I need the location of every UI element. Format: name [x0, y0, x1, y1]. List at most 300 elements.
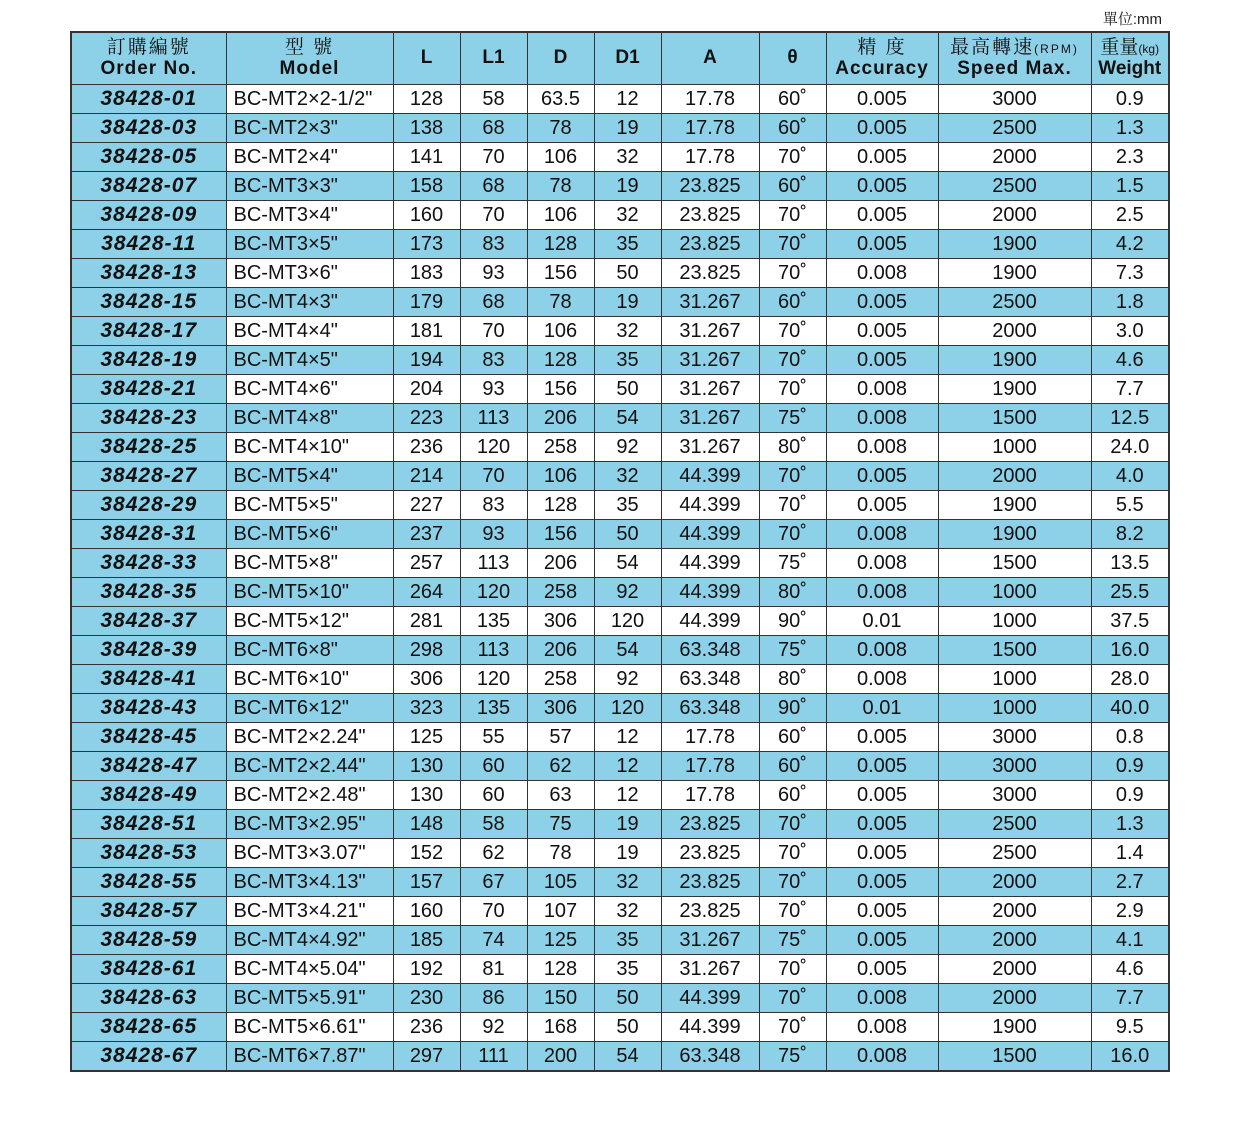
cell-A: 31.267	[661, 926, 759, 955]
cell-L: 130	[393, 781, 460, 810]
cell-D: 168	[527, 1013, 594, 1042]
cell-weight: 2.9	[1091, 897, 1169, 926]
cell-A: 31.267	[661, 955, 759, 984]
cell-A: 31.267	[661, 404, 759, 433]
cell-accuracy: 0.005	[826, 462, 938, 491]
cell-D1: 32	[594, 143, 661, 172]
cell-D: 106	[527, 462, 594, 491]
cell-speed: 1900	[938, 230, 1091, 259]
cell-D1: 32	[594, 868, 661, 897]
cell-D1: 35	[594, 346, 661, 375]
cell-theta: 75˚	[759, 549, 826, 578]
cell-theta: 80˚	[759, 578, 826, 607]
table-row	[71, 375, 1169, 404]
cell-weight: 5.5	[1091, 491, 1169, 520]
table-row	[71, 114, 1169, 143]
cell-order-no: 38428-21	[71, 375, 226, 404]
cell-accuracy: 0.008	[826, 375, 938, 404]
cell-weight: 7.3	[1091, 259, 1169, 288]
cell-D1: 32	[594, 462, 661, 491]
cell-speed: 2500	[938, 288, 1091, 317]
cell-A: 63.348	[661, 1042, 759, 1072]
cell-A: 17.78	[661, 114, 759, 143]
cell-L: 223	[393, 404, 460, 433]
cell-A: 31.267	[661, 433, 759, 462]
cell-theta: 70˚	[759, 1013, 826, 1042]
table-row	[71, 433, 1169, 462]
cell-weight: 2.3	[1091, 143, 1169, 172]
cell-D: 106	[527, 143, 594, 172]
cell-accuracy: 0.005	[826, 781, 938, 810]
cell-order-no: 38428-29	[71, 491, 226, 520]
table-row	[71, 984, 1169, 1013]
cell-speed: 1900	[938, 375, 1091, 404]
cell-L: 152	[393, 839, 460, 868]
cell-A: 31.267	[661, 375, 759, 404]
cell-speed: 2500	[938, 839, 1091, 868]
cell-D1: 54	[594, 404, 661, 433]
cell-D: 306	[527, 607, 594, 636]
cell-D: 156	[527, 259, 594, 288]
cell-L: 138	[393, 114, 460, 143]
cell-D: 78	[527, 288, 594, 317]
cell-D1: 35	[594, 955, 661, 984]
cell-speed: 2000	[938, 926, 1091, 955]
cell-A: 23.825	[661, 259, 759, 288]
cell-speed: 3000	[938, 752, 1091, 781]
cell-D1: 32	[594, 317, 661, 346]
cell-L1: 81	[460, 955, 527, 984]
cell-D: 258	[527, 665, 594, 694]
cell-D: 200	[527, 1042, 594, 1072]
cell-A: 23.825	[661, 230, 759, 259]
cell-speed: 2500	[938, 810, 1091, 839]
header-theta: θ	[759, 32, 826, 85]
cell-D1: 19	[594, 114, 661, 143]
cell-theta: 70˚	[759, 868, 826, 897]
cell-weight: 1.3	[1091, 810, 1169, 839]
cell-L1: 135	[460, 694, 527, 723]
cell-order-no: 38428-03	[71, 114, 226, 143]
cell-model: BC-MT5×5"	[226, 491, 393, 520]
cell-model: BC-MT3×3.07"	[226, 839, 393, 868]
cell-model: BC-MT4×10"	[226, 433, 393, 462]
cell-accuracy: 0.008	[826, 549, 938, 578]
header-speed-en: Speed Max.	[957, 57, 1072, 79]
cell-L1: 113	[460, 404, 527, 433]
cell-D: 63	[527, 781, 594, 810]
cell-L1: 68	[460, 288, 527, 317]
cell-order-no: 38428-17	[71, 317, 226, 346]
cell-model: BC-MT4×6"	[226, 375, 393, 404]
cell-model: BC-MT4×8"	[226, 404, 393, 433]
cell-theta: 70˚	[759, 491, 826, 520]
cell-L1: 113	[460, 549, 527, 578]
cell-speed: 1900	[938, 520, 1091, 549]
cell-model: BC-MT3×3"	[226, 172, 393, 201]
cell-L1: 68	[460, 114, 527, 143]
cell-weight: 8.2	[1091, 520, 1169, 549]
table-row	[71, 317, 1169, 346]
cell-D1: 54	[594, 636, 661, 665]
cell-L: 148	[393, 810, 460, 839]
cell-A: 44.399	[661, 578, 759, 607]
cell-D1: 19	[594, 839, 661, 868]
cell-model: BC-MT3×4.13"	[226, 868, 393, 897]
cell-accuracy: 0.005	[826, 317, 938, 346]
cell-D: 78	[527, 114, 594, 143]
cell-theta: 70˚	[759, 317, 826, 346]
cell-model: BC-MT5×8"	[226, 549, 393, 578]
cell-speed: 1500	[938, 549, 1091, 578]
cell-D: 128	[527, 955, 594, 984]
cell-L1: 83	[460, 230, 527, 259]
cell-weight: 4.6	[1091, 955, 1169, 984]
cell-theta: 70˚	[759, 955, 826, 984]
cell-speed: 2000	[938, 955, 1091, 984]
cell-D: 78	[527, 839, 594, 868]
table-row	[71, 1013, 1169, 1042]
cell-L: 297	[393, 1042, 460, 1072]
cell-D: 75	[527, 810, 594, 839]
cell-accuracy: 0.005	[826, 172, 938, 201]
cell-L: 323	[393, 694, 460, 723]
cell-D1: 35	[594, 926, 661, 955]
cell-weight: 12.5	[1091, 404, 1169, 433]
cell-D1: 19	[594, 810, 661, 839]
table-row	[71, 955, 1169, 984]
table-row	[71, 694, 1169, 723]
cell-A: 23.825	[661, 839, 759, 868]
cell-D1: 19	[594, 288, 661, 317]
cell-L1: 60	[460, 781, 527, 810]
cell-speed: 2000	[938, 462, 1091, 491]
cell-order-no: 38428-23	[71, 404, 226, 433]
cell-D1: 120	[594, 607, 661, 636]
cell-order-no: 38428-07	[71, 172, 226, 201]
cell-D1: 50	[594, 984, 661, 1013]
unit-label: 單位:mm	[1102, 11, 1162, 28]
cell-model: BC-MT3×4"	[226, 201, 393, 230]
cell-accuracy: 0.005	[826, 752, 938, 781]
header-weight-zh	[1092, 38, 1169, 59]
cell-model: BC-MT5×6.61"	[226, 1013, 393, 1042]
table-row	[71, 404, 1169, 433]
table-row	[71, 578, 1169, 607]
table-row	[71, 143, 1169, 172]
cell-L1: 120	[460, 578, 527, 607]
cell-L: 237	[393, 520, 460, 549]
cell-D1: 35	[594, 491, 661, 520]
cell-order-no: 38428-13	[71, 259, 226, 288]
cell-A: 31.267	[661, 288, 759, 317]
cell-model: BC-MT5×6"	[226, 520, 393, 549]
cell-A: 63.348	[661, 694, 759, 723]
cell-theta: 60˚	[759, 781, 826, 810]
cell-L: 181	[393, 317, 460, 346]
cell-D: 105	[527, 868, 594, 897]
cell-D1: 35	[594, 230, 661, 259]
cell-L: 160	[393, 201, 460, 230]
cell-model: BC-MT3×6"	[226, 259, 393, 288]
weight-unit: (kg)	[1138, 41, 1160, 56]
cell-order-no: 38428-53	[71, 839, 226, 868]
cell-order-no: 38428-35	[71, 578, 226, 607]
cell-accuracy: 0.005	[826, 201, 938, 230]
cell-model: BC-MT6×7.87"	[226, 1042, 393, 1072]
cell-accuracy: 0.01	[826, 607, 938, 636]
table-row	[71, 926, 1169, 955]
header-order-zh: 訂購編號	[106, 36, 191, 58]
cell-L: 204	[393, 375, 460, 404]
cell-theta: 80˚	[759, 433, 826, 462]
table-row	[71, 781, 1169, 810]
cell-model: BC-MT2×2-1/2"	[226, 85, 393, 114]
cell-D1: 92	[594, 433, 661, 462]
cell-L1: 70	[460, 201, 527, 230]
cell-D: 106	[527, 201, 594, 230]
cell-model: BC-MT4×3"	[226, 288, 393, 317]
speed-unit: (RPM)	[1034, 41, 1079, 56]
cell-L: 298	[393, 636, 460, 665]
cell-speed: 1000	[938, 665, 1091, 694]
cell-A: 23.825	[661, 201, 759, 230]
cell-order-no: 38428-25	[71, 433, 226, 462]
cell-model: BC-MT3×2.95"	[226, 810, 393, 839]
cell-theta: 60˚	[759, 85, 826, 114]
cell-accuracy: 0.008	[826, 433, 938, 462]
cell-speed: 1500	[938, 636, 1091, 665]
cell-theta: 60˚	[759, 114, 826, 143]
cell-D1: 120	[594, 694, 661, 723]
cell-L1: 62	[460, 839, 527, 868]
header-accuracy	[826, 32, 938, 85]
table-row	[71, 723, 1169, 752]
cell-L1: 68	[460, 172, 527, 201]
cell-accuracy: 0.005	[826, 868, 938, 897]
cell-L: 306	[393, 665, 460, 694]
cell-model: BC-MT5×10"	[226, 578, 393, 607]
cell-L1: 120	[460, 433, 527, 462]
cell-D: 150	[527, 984, 594, 1013]
cell-model: BC-MT5×5.91"	[226, 984, 393, 1013]
cell-A: 31.267	[661, 346, 759, 375]
cell-accuracy: 0.005	[826, 955, 938, 984]
header-model	[226, 32, 393, 85]
cell-L: 128	[393, 85, 460, 114]
cell-theta: 60˚	[759, 723, 826, 752]
cell-L1: 135	[460, 607, 527, 636]
table-row	[71, 549, 1169, 578]
cell-D: 62	[527, 752, 594, 781]
cell-weight: 1.3	[1091, 114, 1169, 143]
cell-model: BC-MT2×2.24"	[226, 723, 393, 752]
header-row	[71, 32, 1169, 85]
cell-A: 44.399	[661, 491, 759, 520]
cell-weight: 0.9	[1091, 752, 1169, 781]
cell-weight: 24.0	[1091, 433, 1169, 462]
cell-model: BC-MT3×4.21"	[226, 897, 393, 926]
weight-zh-text: 重量	[1100, 36, 1139, 58]
cell-speed: 1500	[938, 404, 1091, 433]
cell-L1: 67	[460, 868, 527, 897]
cell-D1: 50	[594, 520, 661, 549]
cell-theta: 60˚	[759, 752, 826, 781]
cell-order-no: 38428-43	[71, 694, 226, 723]
cell-D1: 50	[594, 375, 661, 404]
cell-theta: 60˚	[759, 288, 826, 317]
cell-accuracy: 0.008	[826, 665, 938, 694]
cell-speed: 1000	[938, 694, 1091, 723]
cell-D1: 12	[594, 723, 661, 752]
cell-D1: 12	[594, 752, 661, 781]
cell-A: 44.399	[661, 462, 759, 491]
cell-weight: 2.5	[1091, 201, 1169, 230]
cell-model: BC-MT4×5.04"	[226, 955, 393, 984]
cell-D: 128	[527, 346, 594, 375]
cell-model: BC-MT4×4"	[226, 317, 393, 346]
cell-L1: 83	[460, 491, 527, 520]
table-row	[71, 346, 1169, 375]
cell-weight: 1.5	[1091, 172, 1169, 201]
cell-speed: 1900	[938, 1013, 1091, 1042]
cell-speed: 1000	[938, 607, 1091, 636]
cell-D1: 92	[594, 665, 661, 694]
cell-order-no: 38428-55	[71, 868, 226, 897]
cell-L1: 92	[460, 1013, 527, 1042]
cell-A: 44.399	[661, 607, 759, 636]
cell-L1: 70	[460, 462, 527, 491]
header-L1: L1	[460, 32, 527, 85]
cell-model: BC-MT2×2.48"	[226, 781, 393, 810]
cell-D: 206	[527, 636, 594, 665]
cell-D1: 92	[594, 578, 661, 607]
cell-D: 258	[527, 578, 594, 607]
cell-L: 141	[393, 143, 460, 172]
cell-order-no: 38428-37	[71, 607, 226, 636]
cell-weight: 4.6	[1091, 346, 1169, 375]
cell-speed: 3000	[938, 781, 1091, 810]
cell-D: 156	[527, 375, 594, 404]
cell-weight: 0.9	[1091, 781, 1169, 810]
cell-D: 63.5	[527, 85, 594, 114]
cell-model: BC-MT4×5"	[226, 346, 393, 375]
cell-D1: 54	[594, 549, 661, 578]
cell-D: 128	[527, 491, 594, 520]
cell-A: 44.399	[661, 1013, 759, 1042]
speed-zh-text: 最高轉速	[950, 36, 1035, 58]
cell-L: 264	[393, 578, 460, 607]
cell-model: BC-MT6×10"	[226, 665, 393, 694]
cell-theta: 90˚	[759, 694, 826, 723]
cell-L: 125	[393, 723, 460, 752]
cell-speed: 2000	[938, 984, 1091, 1013]
table-row	[71, 810, 1169, 839]
cell-accuracy: 0.005	[826, 114, 938, 143]
cell-L: 173	[393, 230, 460, 259]
cell-theta: 75˚	[759, 636, 826, 665]
cell-A: 17.78	[661, 143, 759, 172]
cell-speed: 2000	[938, 317, 1091, 346]
header-model-en: Model	[279, 57, 340, 79]
cell-accuracy: 0.005	[826, 810, 938, 839]
cell-weight: 9.5	[1091, 1013, 1169, 1042]
cell-L: 230	[393, 984, 460, 1013]
cell-weight: 0.8	[1091, 723, 1169, 752]
cell-L: 281	[393, 607, 460, 636]
cell-D: 306	[527, 694, 594, 723]
cell-accuracy: 0.008	[826, 259, 938, 288]
header-D: D	[527, 32, 594, 85]
header-speed-zh	[939, 38, 1091, 59]
cell-accuracy: 0.008	[826, 404, 938, 433]
cell-L: 236	[393, 1013, 460, 1042]
cell-accuracy: 0.005	[826, 346, 938, 375]
header-speed	[938, 32, 1091, 85]
cell-D: 128	[527, 230, 594, 259]
cell-D: 57	[527, 723, 594, 752]
cell-A: 63.348	[661, 636, 759, 665]
header-order-en: Order No.	[100, 57, 198, 79]
cell-weight: 3.0	[1091, 317, 1169, 346]
cell-theta: 75˚	[759, 404, 826, 433]
table-row	[71, 230, 1169, 259]
cell-L1: 70	[460, 317, 527, 346]
cell-weight: 0.9	[1091, 85, 1169, 114]
cell-D: 107	[527, 897, 594, 926]
cell-order-no: 38428-47	[71, 752, 226, 781]
header-D1: D1	[594, 32, 661, 85]
cell-A: 44.399	[661, 549, 759, 578]
cell-order-no: 38428-31	[71, 520, 226, 549]
cell-speed: 2000	[938, 201, 1091, 230]
cell-theta: 70˚	[759, 462, 826, 491]
cell-accuracy: 0.005	[826, 85, 938, 114]
table-row	[71, 201, 1169, 230]
cell-order-no: 38428-05	[71, 143, 226, 172]
cell-L1: 60	[460, 752, 527, 781]
cell-theta: 70˚	[759, 259, 826, 288]
cell-L: 214	[393, 462, 460, 491]
cell-order-no: 38428-45	[71, 723, 226, 752]
cell-theta: 90˚	[759, 607, 826, 636]
cell-theta: 70˚	[759, 839, 826, 868]
cell-order-no: 38428-41	[71, 665, 226, 694]
table-row	[71, 172, 1169, 201]
cell-L: 192	[393, 955, 460, 984]
cell-accuracy: 0.008	[826, 1013, 938, 1042]
cell-theta: 70˚	[759, 230, 826, 259]
cell-model: BC-MT2×3"	[226, 114, 393, 143]
cell-theta: 75˚	[759, 926, 826, 955]
cell-L1: 58	[460, 85, 527, 114]
cell-D1: 12	[594, 85, 661, 114]
cell-order-no: 38428-33	[71, 549, 226, 578]
table-row	[71, 607, 1169, 636]
cell-speed: 2000	[938, 897, 1091, 926]
cell-accuracy: 0.008	[826, 636, 938, 665]
cell-order-no: 38428-51	[71, 810, 226, 839]
cell-model: BC-MT5×12"	[226, 607, 393, 636]
cell-accuracy: 0.005	[826, 897, 938, 926]
cell-theta: 70˚	[759, 143, 826, 172]
cell-L1: 83	[460, 346, 527, 375]
cell-order-no: 38428-11	[71, 230, 226, 259]
cell-speed: 1900	[938, 346, 1091, 375]
cell-A: 23.825	[661, 897, 759, 926]
cell-weight: 1.4	[1091, 839, 1169, 868]
table-row	[71, 839, 1169, 868]
